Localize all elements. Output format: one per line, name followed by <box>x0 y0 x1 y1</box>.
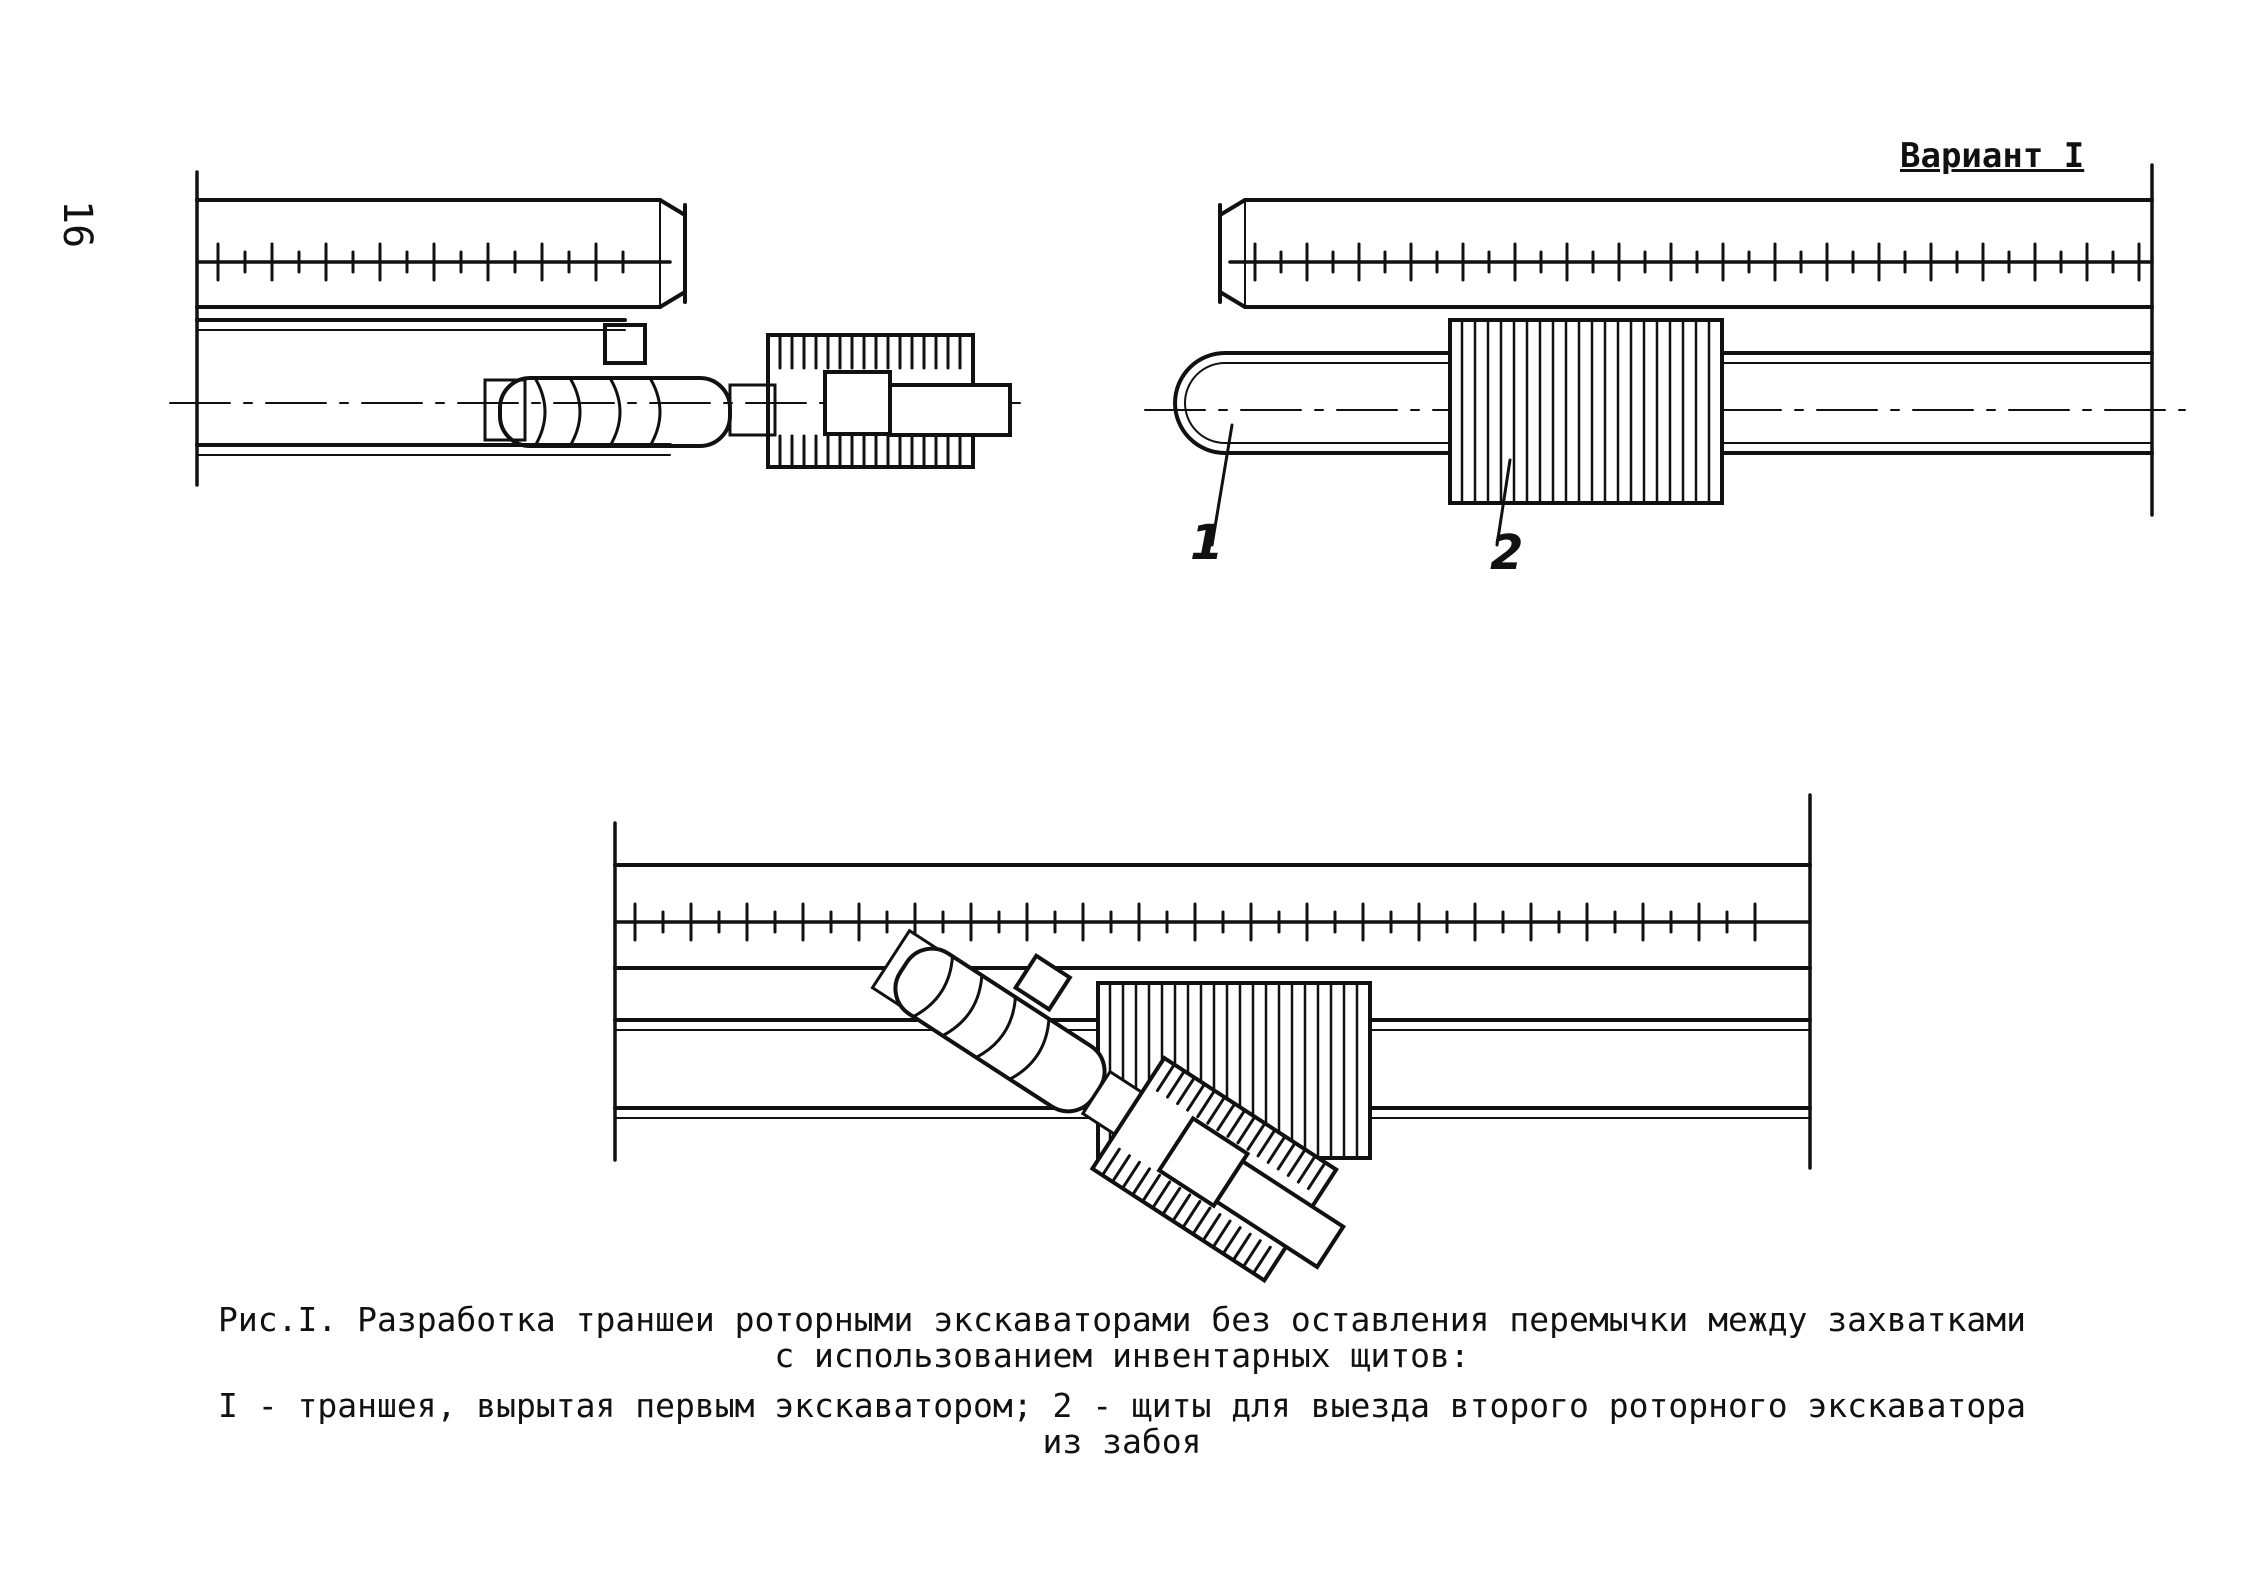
top-left-excavator <box>485 325 1010 467</box>
caption-title-line-1: Рис.I. Разработка траншеи роторными экскаваторами без оставления перемычки между захватками <box>218 1300 2026 1339</box>
top-right-shields <box>1450 320 1722 503</box>
callout-2-label: 2 <box>1490 525 1524 581</box>
bottom-bank-ticks <box>635 904 1755 940</box>
figure-caption-title <box>100 1302 2144 1374</box>
variant-label: Вариант I <box>1900 136 2085 176</box>
caption-legend-line-1: I - траншея, вырытая первым экскаватором; 2 - щиты для выезда второго роторного экскаватора <box>218 1386 2026 1425</box>
top-left-view <box>170 172 1030 485</box>
top-right-view <box>1145 165 2185 545</box>
bottom-spoil-bank <box>615 865 1810 968</box>
callout-1-label: 1 <box>1190 515 1224 571</box>
figure-caption-legend <box>100 1388 2144 1460</box>
caption-title-line-2: с использованием инвентарных щитов: <box>774 1336 1470 1375</box>
top-left-spoil-bank <box>197 200 685 307</box>
top-left-trench <box>197 320 670 455</box>
page-number: 16 <box>54 200 100 249</box>
bottom-view <box>615 795 1810 1300</box>
top-right-spoil-bank <box>1220 200 2152 307</box>
caption-legend-line-2: из забоя <box>1042 1422 1202 1461</box>
